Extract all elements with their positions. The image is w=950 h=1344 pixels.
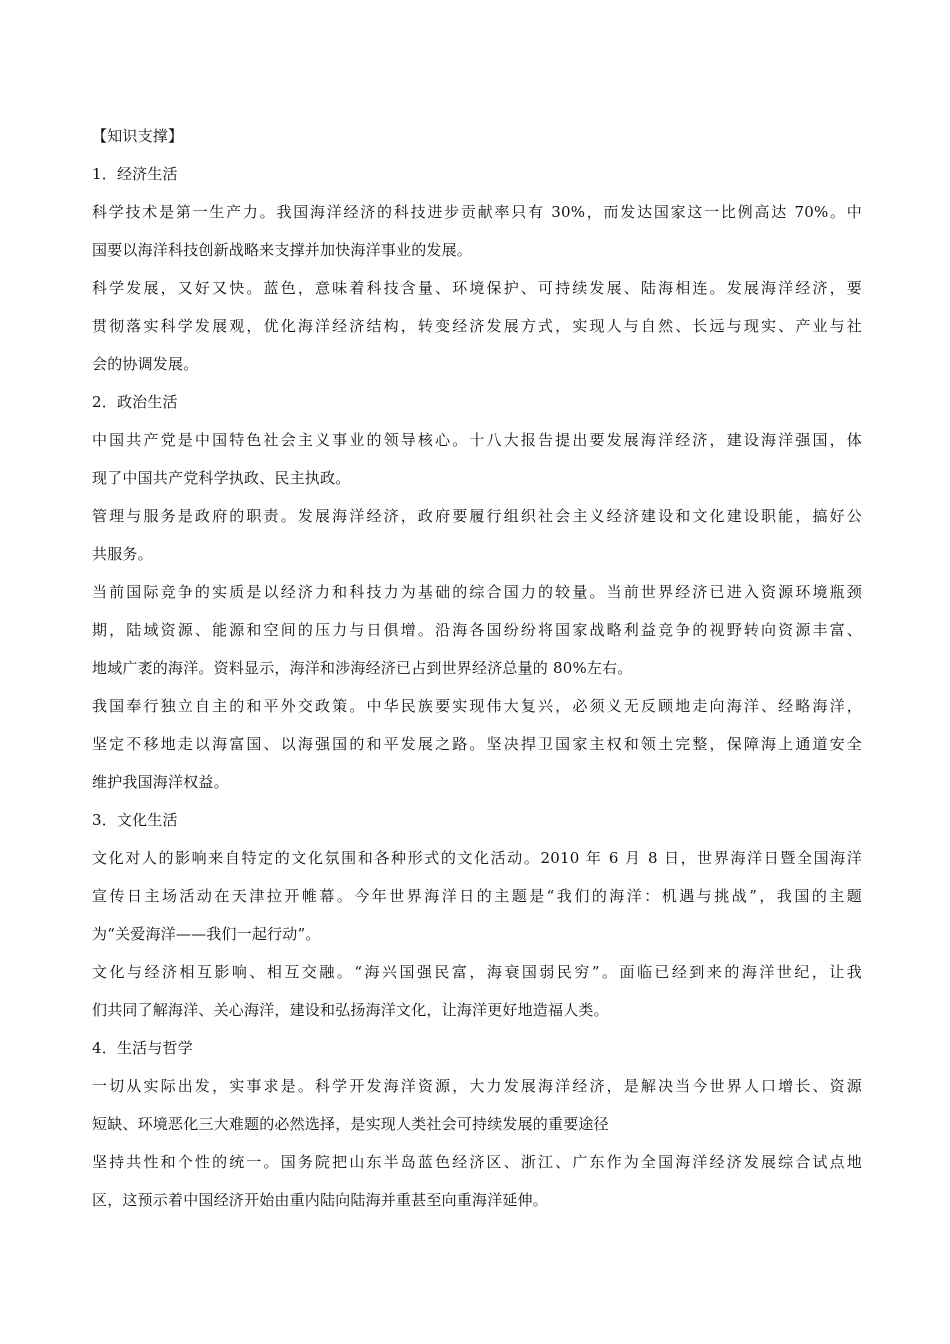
paragraph-line: 一切从实际出发，实事求是。科学开发海洋资源，大力发展海洋经济，是解决当今世界人口增长、资源: [92, 1077, 862, 1095]
section: [92, 155, 862, 383]
paragraph-line: 中国共产党是中国特色社会主义事业的领导核心。十八大报告提出要发展海洋经济，建设海洋强国，体: [92, 431, 862, 449]
paragraph: [92, 1067, 862, 1143]
paragraph-line: 共服务。: [92, 545, 153, 563]
paragraph-line: 短缺、环境恶化三大难题的必然选择，是实现人类社会可持续发展的重要途径: [92, 1115, 609, 1133]
paragraph-line: 贯彻落实科学发展观，优化海洋经济结构，转变经济发展方式，实现人与自然、长远与现实、产业与社: [92, 317, 862, 335]
paragraph: [92, 193, 862, 269]
paragraph-line: 管理与服务是政府的职责。发展海洋经济，政府要履行组织社会主义经济建设和文化建设职能，搞好公: [92, 507, 862, 525]
section-title: 2．政治生活: [92, 393, 178, 411]
section: [92, 383, 862, 801]
paragraph-line: 地域广袤的海洋。资料显示，海洋和涉海经济已占到世界经济总量的 80%左右。: [92, 659, 633, 677]
paragraph-line: 们共同了解海洋、关心海洋，建设和弘扬海洋文化，让海洋更好地造福人类。: [92, 1001, 609, 1019]
paragraph-line: 我国奉行独立自主的和平外交政策。中华民族要实现伟大复兴，必须义无反顾地走向海洋、经略海洋，: [92, 697, 862, 715]
paragraph-line: 坚定不移地走以海富国、以海强国的和平发展之路。坚决捍卫国家主权和领土完整，保障海上通道安全: [92, 735, 862, 753]
section: [92, 1029, 862, 1219]
section-title: 4．生活与哲学: [92, 1039, 193, 1057]
paragraph-line: 现了中国共产党科学执政、民主执政。: [92, 469, 351, 487]
paragraph-line: 科学技术是第一生产力。我国海洋经济的科技进步贡献率只有 30%，而发达国家这一比例高达 70%。中: [92, 203, 862, 221]
paragraph-line: 文化对人的影响来自特定的文化氛围和各种形式的文化活动。2010 年 6 月 8 日，世界海洋日暨全国海洋: [92, 849, 862, 867]
paragraph: [92, 953, 862, 1029]
sections: [92, 155, 862, 1219]
paragraph-line: 维护我国海洋权益。: [92, 773, 229, 791]
paragraph-line: 期，陆域资源、能源和空间的压力与日俱增。沿海各国纷纷将国家战略利益竞争的视野转向资源丰富、: [92, 621, 862, 639]
paragraph-line: 国要以海洋科技创新战略来支撑并加快海洋事业的发展。: [92, 241, 473, 259]
paragraph: [92, 687, 862, 801]
paragraph: [92, 573, 862, 687]
section-title: 1．经济生活: [92, 165, 178, 183]
paragraph-line: 科学发展，又好又快。蓝色，意味着科技含量、环境保护、可持续发展、陆海相连。发展海洋经济，要: [92, 279, 862, 297]
heading: 【知识支撑】: [92, 127, 184, 145]
paragraph-line: 宣传日主场活动在天津拉开帷幕。今年世界海洋日的主题是“我们的海洋：机遇与挑战”，我国的主题: [92, 887, 862, 905]
document-body: [92, 117, 862, 1219]
paragraph-line: 文化与经济相互影响、相互交融。“海兴国强民富，海衰国弱民穷”。面临已经到来的海洋世纪，让我: [92, 963, 862, 981]
paragraph-line: 当前国际竞争的实质是以经济力和科技力为基础的综合国力的较量。当前世界经济已进入资源环境瓶颈: [92, 583, 862, 601]
paragraph: [92, 497, 862, 573]
section-title: 3．文化生活: [92, 811, 178, 829]
paragraph: [92, 839, 862, 953]
paragraph-line: 会的协调发展。: [92, 355, 199, 373]
paragraph: [92, 421, 862, 497]
paragraph: [92, 269, 862, 383]
paragraph: [92, 1143, 862, 1219]
section: [92, 801, 862, 1029]
paragraph-line: 为“关爱海洋——我们一起行动”。: [92, 925, 321, 943]
paragraph-line: 区，这预示着中国经济开始由重内陆向陆海并重甚至向重海洋延伸。: [92, 1191, 549, 1209]
paragraph-line: 坚持共性和个性的统一。国务院把山东半岛蓝色经济区、浙江、广东作为全国海洋经济发展综合试点地: [92, 1153, 862, 1171]
